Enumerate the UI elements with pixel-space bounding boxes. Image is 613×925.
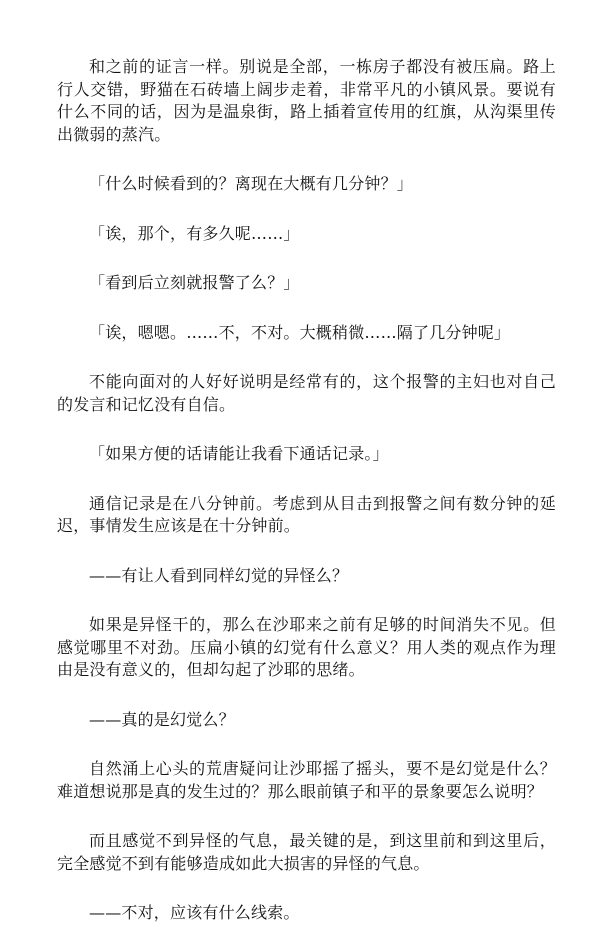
paragraph-1: 和之前的证言一样。别说是全部，一栋房子都没有被压扁。路上行人交错，野猫在石砖墙上阔步走着，非常平凡的小镇风景。要说有什么不同的话，因为是温泉街，路上插着宣传用的红旗，从沟渠里传出微弱的蒸汽。 bbox=[57, 57, 556, 144]
dialogue-line-4: 「诶，嗯嗯。……不，不对。大概稍微……隔了几分钟呢」 bbox=[89, 322, 511, 342]
dialogue-line-2: 「诶，那个，有多久呢……」 bbox=[89, 223, 300, 243]
paragraph-6: 而且感觉不到异怪的气息，最关键的是，到这里前和到这里后，完全感觉不到有能够造成如此大损害的异怪的气息。 bbox=[57, 831, 556, 873]
paragraph-2: 不能向面对的人好好说明是经常有的，这个报警的主妇也对自己的发言和记忆没有自信。 bbox=[57, 372, 556, 414]
dialogue-line-5: 「如果方便的话请能让我看下通话记录。」 bbox=[89, 444, 389, 463]
dialogue-line-3: 「看到后立刻就报警了么？」 bbox=[89, 273, 300, 292]
thought-line-3: ——不对，应该有什么线索。 bbox=[89, 903, 300, 922]
paragraph-5: 自然涌上心头的荒唐疑问让沙耶摇了摇头，要不是幻觉是什么？难道想说那是真的发生过的？那么眼前镇子和平的景象要怎么说明？ bbox=[57, 759, 556, 801]
paragraph-4: 如果是异怪干的，那么在沙耶来之前有足够的时间消失不见。但感觉哪里不对劲。压扁小镇的幻觉有什么意义？用人类的观点作为理由是没有意义的，但却勾起了沙耶的思绪。 bbox=[57, 615, 556, 679]
paragraph-3: 通信记录是在八分钟前。考虑到从目击到报警之间有数分钟的延迟，事情发生应该是在十分钟前。 bbox=[57, 493, 556, 535]
thought-line-2: ——真的是幻觉么？ bbox=[89, 709, 235, 729]
dialogue-line-1: 「什么时候看到的？离现在大概有几分钟？」 bbox=[89, 174, 414, 193]
thought-line-1: ——有让人看到同样幻觉的异怪么？ bbox=[89, 565, 349, 585]
